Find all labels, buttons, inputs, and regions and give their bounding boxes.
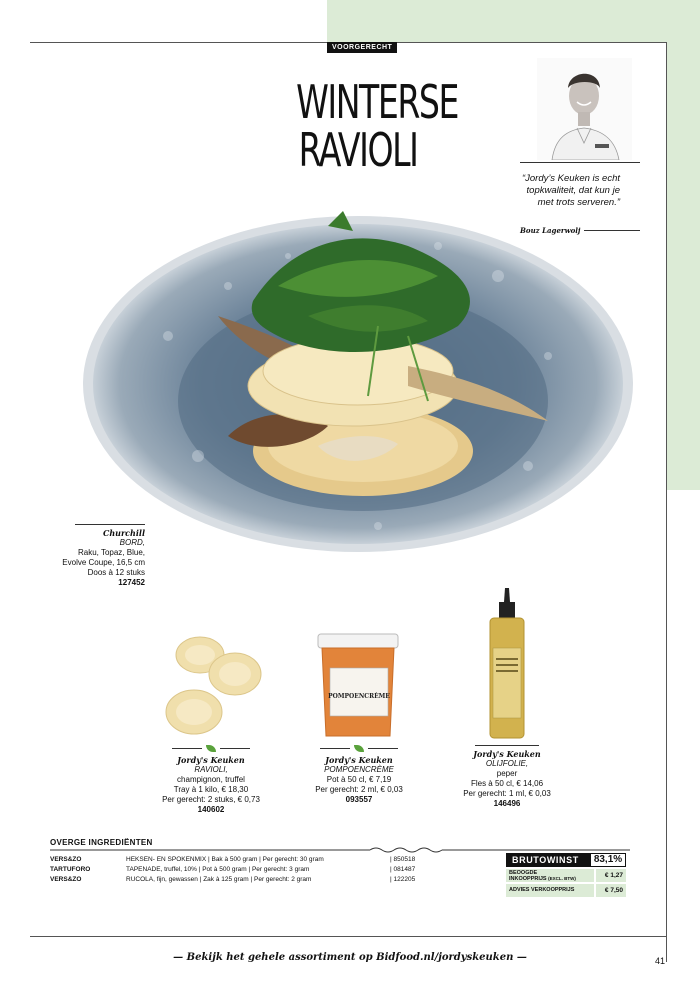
ingredient-supplier: VERS&ZO <box>50 856 82 863</box>
ingredient-code: | 081487 <box>390 866 416 873</box>
product-ravioli <box>136 745 286 815</box>
ingredient-desc: TAPENADE, truffel, 10% | Pot à 500 gram | Per gerecht: 3 gram <box>126 866 310 873</box>
ingredient-supplier: VERS&ZO <box>50 876 82 883</box>
table-row <box>50 875 450 885</box>
bottom-rule <box>30 936 667 937</box>
product-olijfolie <box>432 745 582 809</box>
plate-desc-1: Raku, Topaz, Blue, <box>77 548 145 557</box>
olijfolie-bottle <box>486 588 528 740</box>
product-code: 146496 <box>493 799 521 808</box>
product-name: OLIJFOLIE, <box>485 759 529 768</box>
price-value: € 1,27 <box>596 869 626 882</box>
profit-header <box>506 853 626 867</box>
table-row <box>50 865 450 875</box>
leaf-icon <box>354 745 364 752</box>
price-label <box>506 869 594 882</box>
plate-brand: Churchill <box>102 528 145 538</box>
title-line-2: RAVIOLI <box>298 123 418 177</box>
price-label-note: (EXCL. BTW) <box>548 876 576 881</box>
product-brand: Jordy's Keuken <box>177 755 245 765</box>
category-tag: VOORGERECHT <box>327 42 397 53</box>
ingredient-desc: RUCOLA, fijn, gewassen | Zak à 125 gram | Per gerecht: 2 gram <box>126 876 312 883</box>
plate-info-rule <box>75 524 145 525</box>
product-per-dish: Per gerecht: 1 ml, € 0,03 <box>463 789 551 798</box>
product-rule <box>136 745 286 752</box>
plate-name: BORD, <box>119 538 145 547</box>
product-desc: peper <box>496 769 518 778</box>
price-row <box>506 884 626 897</box>
chef-portrait <box>537 58 632 160</box>
profit-value: 83,1% <box>590 853 626 867</box>
green-header-band <box>327 0 700 42</box>
price-value: € 7,50 <box>596 884 626 897</box>
ingredient-code: | 122205 <box>390 876 416 883</box>
product-name: POMPOENCRÈME <box>324 765 394 774</box>
signature-text: Bouz Lagerwolj <box>520 226 581 235</box>
product-brand: Jordy's Keuken <box>325 755 393 765</box>
price-label: ADVIES VERKOOPPRIJS <box>506 884 594 897</box>
plate-desc-2: Evolve Coupe, 16,5 cm <box>62 558 145 567</box>
product-brand: Jordy's Keuken <box>473 749 541 759</box>
pompoencreme-jar <box>316 632 400 740</box>
product-pack: Per gerecht: 2 ml, € 0,03 <box>315 785 403 794</box>
profit-label: BRUTOWINST <box>506 853 590 867</box>
product-rule <box>432 745 582 746</box>
ingredient-desc: HEKSEN- EN SPOKENMIX | Bak à 500 gram | Per gerecht: 30 gram <box>126 856 324 863</box>
leaf-icon <box>206 745 216 752</box>
product-code: 093557 <box>345 795 373 804</box>
plate-pack: Doos à 12 stuks <box>87 568 145 577</box>
price-label-line-2: INKOOPPRIJS <box>509 876 547 882</box>
plate-info <box>52 524 145 588</box>
price-label-line-1: BEOOGDE <box>509 870 538 876</box>
product-rule <box>284 745 434 752</box>
product-pompoencreme <box>284 745 434 805</box>
product-name: RAVIOLI, <box>194 765 228 774</box>
product-pack: Tray à 1 kilo, € 18,30 <box>173 785 249 794</box>
title-line-1: WINTERSE <box>296 75 458 129</box>
footer-link[interactable]: — Bekijk het gehele assortiment op Bidfood.nl/jordyskeuken — <box>173 952 527 963</box>
product-code: 140602 <box>197 805 225 814</box>
green-side-band <box>667 0 700 490</box>
ingredients-heading: OVERGE INGREDIËNTEN <box>50 838 153 847</box>
ravioli-photo <box>160 630 270 740</box>
page-title <box>296 75 458 177</box>
price-row <box>506 869 626 882</box>
profit-box <box>506 853 626 897</box>
plate-code: 127452 <box>118 578 145 587</box>
quote-rule <box>520 162 640 163</box>
ingredient-code: | 850518 <box>390 856 416 863</box>
ingredient-supplier: TARTUFORO <box>50 866 91 873</box>
table-row <box>50 855 450 865</box>
product-desc: champignon, truffel <box>177 775 245 784</box>
product-desc: Pot à 50 cl, € 7,19 <box>326 775 392 784</box>
ingredients-table <box>50 855 450 885</box>
jar-label-text: POMPOENCRÈME <box>328 693 390 700</box>
dish-photo <box>78 206 638 576</box>
page-number: 41 <box>655 956 666 966</box>
product-pack: Fles à 50 cl, € 14,06 <box>470 779 544 788</box>
chef-quote: “Jordy’s Keuken is echt topkwaliteit, dat kun je met trots serveren.” <box>521 173 620 208</box>
product-per-dish: Per gerecht: 2 stuks, € 0,73 <box>162 795 260 804</box>
